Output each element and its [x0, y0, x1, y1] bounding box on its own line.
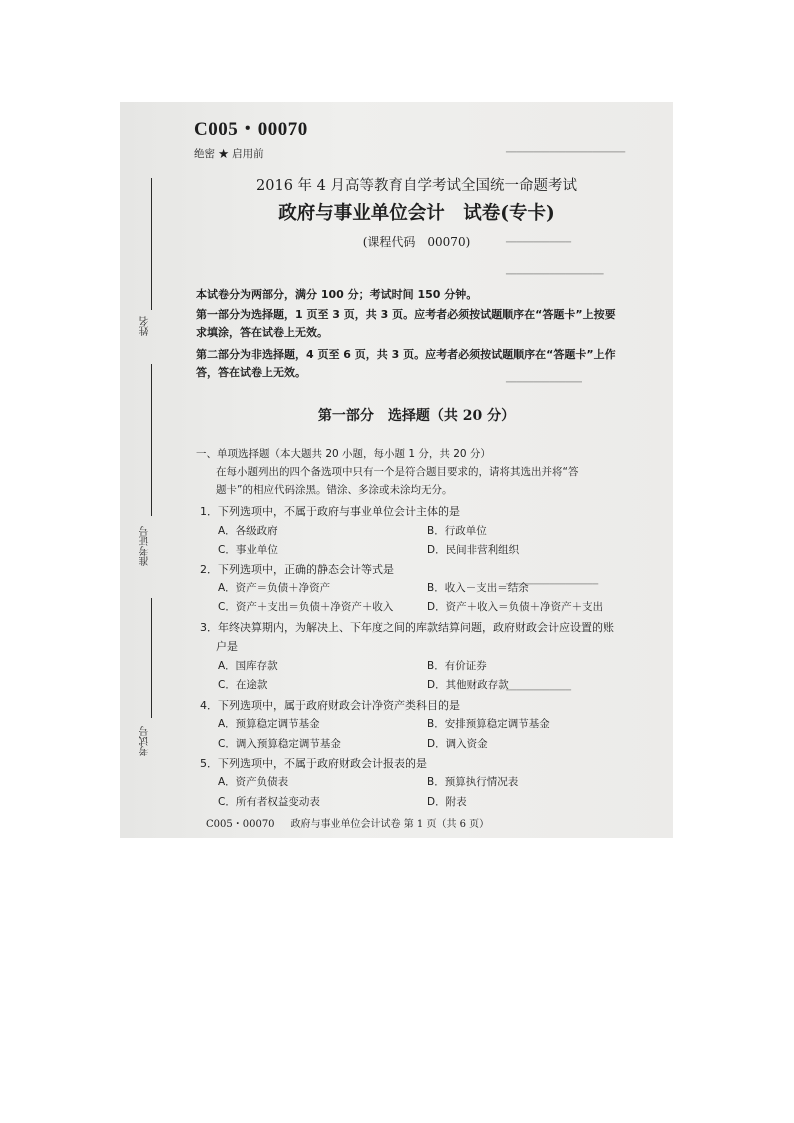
question-4-option-d: D．调入资金: [427, 738, 488, 750]
question-3-option-d: D．其他财政存款: [427, 679, 509, 691]
bleed-through-mark: ━━━━━━━━━━━━━━: [506, 378, 582, 388]
question-5-option-c: C．所有者权益变动表: [218, 796, 320, 808]
paper-code: C005・00070: [194, 119, 308, 140]
question-3-stem-continued: 户是: [216, 640, 238, 653]
subject-title: 政府与事业单位会计 试卷(专卡): [278, 203, 555, 224]
question-2-option-b: B．收入－支出＝结余: [427, 582, 529, 594]
question-4-stem: 4．下列选项中，属于政府财政会计净资产类科目的是: [200, 699, 460, 712]
section-heading: 一、单项选择题（本大题共 20 小题，每小题 1 分，共 20 分）: [196, 448, 491, 460]
exam-sheet-photo: [120, 102, 673, 838]
bleed-through-mark: ━━━━━━━━━━━━: [506, 238, 572, 248]
question-1-option-d: D．民间非营利组织: [427, 544, 520, 556]
page-footer: [206, 815, 505, 830]
exam-title: 2016 年 4 月高等教育自学考试全国统一命题考试: [256, 178, 577, 194]
question-3-option-c: C．在途款: [218, 679, 268, 691]
question-3-option-a: A．国库存款: [218, 660, 278, 672]
bleed-through-mark: ━━━━━━━━━━━━━━━━━━: [506, 270, 604, 280]
question-4-option-a: A．预算稳定调节基金: [218, 718, 320, 730]
question-2-option-d: D．资产＋收入＝负债＋净资产＋支出: [427, 601, 604, 613]
bleed-through-mark: ━━━━━━━━━━━━: [506, 686, 572, 696]
candidate-number-line: [151, 364, 152, 516]
instruction-line: 答，答在试卷上无效。: [196, 366, 306, 379]
footer-page-text: 政府与事业单位会计试卷 第 1 页（共 6 页）: [290, 819, 490, 830]
part-one-title: 第一部分 选择题（共 20 分）: [317, 408, 516, 424]
course-code: (课程代码 00070): [362, 235, 471, 249]
question-2-stem: 2．下列选项中，正确的静态会计等式是: [200, 563, 394, 576]
bleed-through-mark: ━━━━━━━━━━━━━━━━━━━━━━: [506, 148, 626, 158]
section-note: 在每小题列出的四个备选项中只有一个是符合题目要求的，请将其选出并将“答: [216, 466, 579, 478]
exam-number-label: 考试号: [140, 726, 151, 756]
question-2-option-c: C．资产＋支出＝负债＋净资产＋收入: [218, 601, 394, 613]
secrecy-label: 绝密 ★ 启用前: [194, 148, 264, 160]
question-2-option-a: A．资产＝负债＋净资产: [218, 582, 331, 594]
question-3-option-b: B．有价证券: [427, 660, 487, 672]
question-4-option-b: B．安排预算稳定调节基金: [427, 718, 550, 730]
bleed-through-mark: ━━━━━━━━━━━━━━━━━: [506, 580, 599, 590]
exam-number-line: [151, 598, 152, 718]
question-1-option-a: A．各级政府: [218, 525, 278, 537]
question-1-option-b: B．行政单位: [427, 525, 487, 537]
section-note: 题卡”的相应代码涂黑。错涂、多涂或未涂均无分。: [216, 484, 453, 496]
question-4-option-c: C．调入预算稳定调节基金: [218, 738, 341, 750]
question-5-stem: 5．下列选项中，不属于政府财政会计报表的是: [200, 757, 427, 770]
question-5-option-a: A．资产负债表: [218, 776, 289, 788]
question-5-option-d: D．附表: [427, 796, 467, 808]
instruction-line: 第一部分为选择题，1 页至 3 页，共 3 页。应考者必须按试题顺序在“答题卡”上按要: [196, 308, 616, 321]
footer-code: C005・00070: [206, 819, 275, 830]
question-1-option-c: C．事业单位: [218, 544, 278, 556]
question-1-stem: 1．下列选项中，不属于政府与事业单位会计主体的是: [200, 505, 460, 518]
instruction-line: 求填涂，答在试卷上无效。: [196, 326, 328, 339]
instruction-line: 本试卷分为两部分，满分 100 分；考试时间 150 分钟。: [196, 288, 478, 301]
candidate-number-label: 准考证号: [140, 526, 151, 566]
instruction-line: 第二部分为非选择题，4 页至 6 页，共 3 页。应考者必须按试题顺序在“答题卡”上作: [196, 348, 616, 361]
name-label: 姓名: [140, 316, 151, 336]
question-5-option-b: B．预算执行情况表: [427, 776, 519, 788]
question-3-stem: 3．年终决算期内，为解决上、下年度之间的库款结算问题，政府财政会计应设置的账: [200, 621, 614, 634]
